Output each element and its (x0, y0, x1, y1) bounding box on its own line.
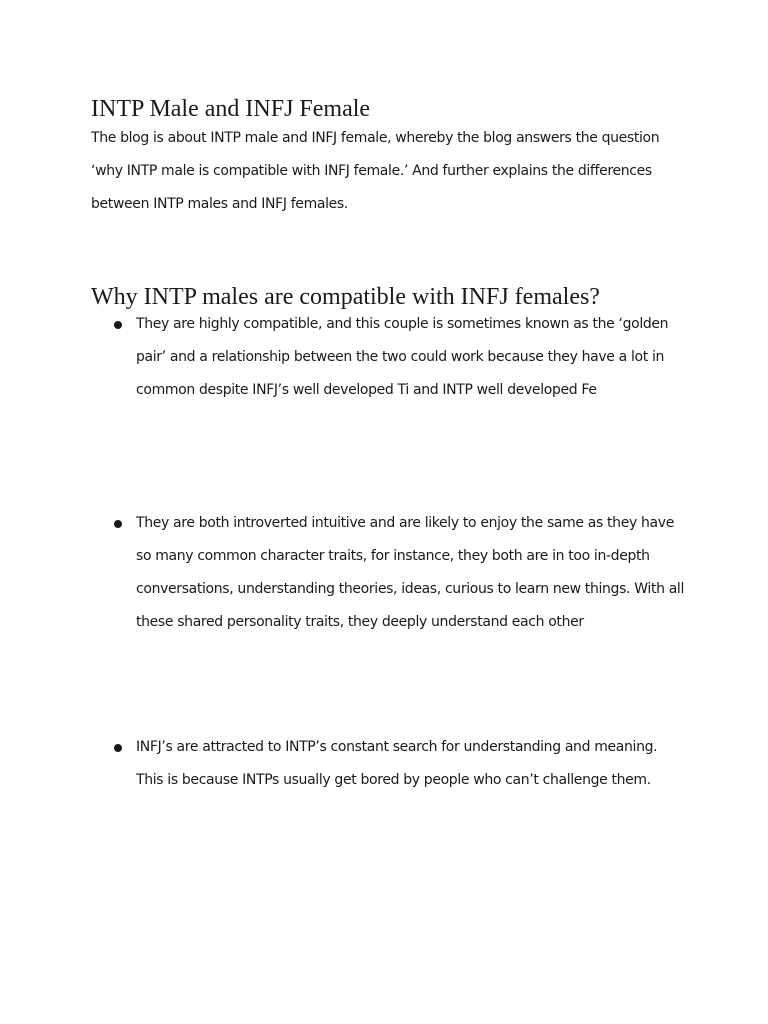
list-item-text: INFJ’s are attracted to INTP’s constant search for understanding and meaning. This is because INTPs usually get bored by people who can’t challenge them. (136, 739, 658, 788)
bullet-icon (114, 744, 122, 752)
list-item-text: They are both introverted intuitive and are likely to enjoy the same as they have so many common character traits, for instance, they both are in too in-depth conversations, understanding theories, ideas, curious to learn new things. With all these shared personality traits, they deeply understand each other (136, 515, 685, 630)
bullet-icon (114, 520, 122, 528)
bullet-icon (114, 321, 122, 329)
intro-paragraph: The blog is about INTP male and INFJ female, whereby the blog answers the question ‘why INTP male is compatible with INFJ female.’ And further explains the differences between INTP males and INFJ females. (91, 130, 660, 212)
list-item-text: They are highly compatible, and this couple is sometimes known as the ‘golden pair’ and a relationship between the two could work because they have a lot in common despite INFJ’s well developed Ti and INTP well developed Fe (136, 316, 669, 398)
section-heading: Why INTP males are compatible with INFJ females? (91, 284, 600, 310)
document-title: INTP Male and INFJ Female (91, 96, 371, 122)
